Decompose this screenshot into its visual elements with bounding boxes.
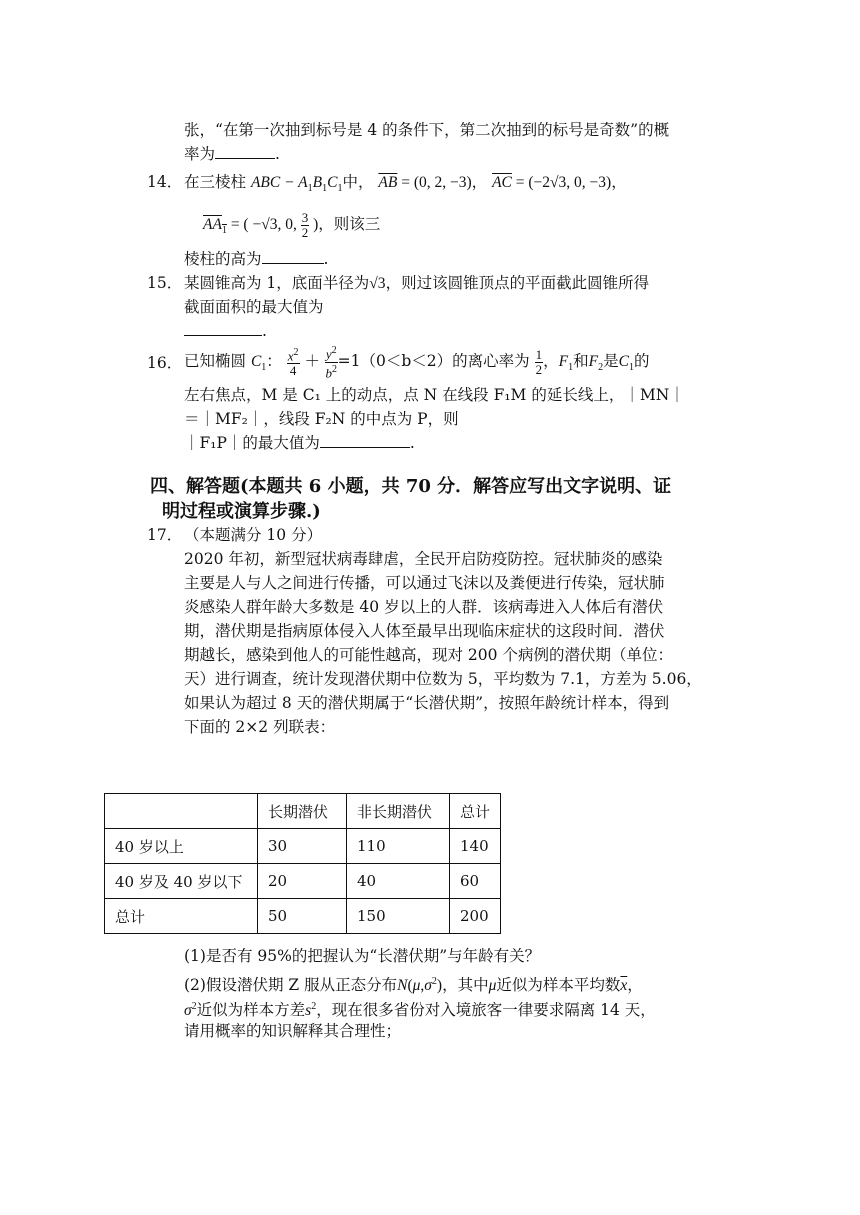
table-row	[105, 864, 501, 899]
section-heading-2: 明过程或演算步骤.)	[162, 501, 321, 522]
y2-over-b2: $\frac{y^2}{b^2}$	[325, 345, 338, 380]
q15-line-3: .	[184, 320, 267, 342]
q15-text-2: ，则过该圆锥顶点的平面截此圆锥所得	[385, 274, 650, 292]
q16-text-b: （0＜b＜2）的离心率为	[360, 352, 530, 370]
q17-sub2-text-c: 近似为样本平均数	[496, 976, 621, 995]
normal-distribution: $N(\mu,\sigma^2)$	[397, 976, 443, 995]
q14-text-3: ，则该三	[318, 215, 381, 233]
sigma-squared: $\sigma^2$	[184, 1001, 197, 1020]
q14-line-2	[203, 209, 380, 246]
table-cell: 40	[347, 864, 450, 899]
q17-para-7: 如果认为超过 8 天的潜伏期属于“长潜伏期”，按照年龄统计样本，得到	[184, 694, 670, 712]
answer-blank	[215, 144, 275, 159]
q17-sub3-text-a: 近似为样本方差	[196, 1001, 306, 1020]
table-header-cell: 总计	[450, 794, 501, 829]
table-cell: 40 岁以上	[105, 829, 258, 864]
q15-line-1	[184, 272, 649, 295]
table-cell: 200	[450, 899, 501, 934]
table-cell: 20	[258, 864, 347, 899]
q14-line-1	[184, 171, 627, 200]
contingency-table	[104, 793, 501, 934]
table-cell: 50	[258, 899, 347, 934]
table-row	[105, 899, 501, 934]
table-cell: 110	[347, 829, 450, 864]
table-header-row	[105, 794, 501, 829]
x2-over-4: $\frac{x^2}{4}$	[287, 346, 299, 379]
q17-para-6: 天）进行调查，统计发现潜伏期中位数为 5，平均数为 7.1，方差为 5.06，	[184, 670, 702, 688]
answer-blank	[184, 321, 262, 336]
q16-number: 16．	[147, 354, 183, 372]
table-cell: 40 岁及 40 岁以下	[105, 864, 258, 899]
q17-para-4: 期，潜伏期是指病原体侵入人体至最早出现临床症状的这段时间．潜伏	[184, 622, 665, 640]
q17-sub2-text-a: (2)假设潜伏期 Z 服从正态分布	[184, 976, 398, 995]
q15-text-1: 某圆锥高为 1，底面半径为	[184, 274, 370, 292]
q17-sub-2: (2)假设潜伏期 Z 服从正态分布$N(\mu,\sigma^2)$，其中μ近似为样本平均数$\overline{x}$，	[184, 976, 643, 995]
q16-text-d: 是	[603, 352, 619, 370]
q16-text-l4: ｜F₁P｜的最大值为	[184, 434, 320, 452]
ellipse-name: $C_1$	[250, 353, 267, 374]
q15-number: 15．	[147, 274, 183, 292]
table-cell: 140	[450, 829, 501, 864]
q14-text-4: 棱柱的高为	[184, 250, 262, 268]
q14-vector-aa1: $AA_1$ = ( −√3, 0, $\frac{3}{2}$ )	[203, 209, 319, 240]
q14-vector-ac: $\overline{AC} = (-2√3$, 0, −3)，	[492, 174, 627, 191]
q17-sub-3	[184, 996, 656, 1022]
table-header-cell	[105, 794, 258, 829]
section-heading: 四、解答题(本题共 6 小题，共 70 分．解答应写出文字说明、证	[150, 476, 672, 497]
q16-line-3: ＝｜MF₂｜，线段 F₂N 的中点为 P，则	[184, 410, 459, 428]
q17-para-8: 下面的 2×2 列联表：	[184, 718, 336, 736]
table-cell: 总计	[105, 899, 258, 934]
q17-para-1: 2020 年初，新型冠状病毒肆虐，全民开启防疫防控。冠状肺炎的感染	[184, 550, 663, 568]
q16-line-2: 左右焦点，M 是 C₁ 上的动点，点 N 在线段 F₁M 的延长线上，｜MN｜	[184, 386, 685, 404]
q14-line-3: 棱柱的高为 .	[184, 250, 329, 268]
q14-number: 14．	[147, 173, 183, 191]
q17-para-5: 期越长，感染到他人的可能性越高，现对 200 个病例的潜伏期（单位：	[184, 646, 673, 664]
table-header-cell: 长期潜伏	[258, 794, 347, 829]
table-header-cell: 非长期潜伏	[347, 794, 450, 829]
answer-blank	[320, 433, 410, 448]
q17-sub2-text-b: ，其中	[442, 976, 489, 995]
table-cell: 60	[450, 864, 501, 899]
q17-score: （本题满分 10 分）	[184, 526, 323, 544]
q16-text-e: 的	[633, 352, 650, 370]
x-bar: $\overline{x}$	[620, 977, 628, 995]
q13-text: 率为	[184, 145, 216, 163]
sqrt3: √3	[369, 275, 386, 292]
q17-para-3: 炎感染人群年龄大多数是 40 岁以上的人群．该病毒进入人体后有潜伏	[184, 598, 664, 616]
one-half: $\frac{1}{2}$	[535, 346, 543, 377]
q16-line-4: ｜F₁P｜的最大值为 .	[184, 434, 415, 452]
q17-sub-1: (1)是否有 95%的把握认为“长潜伏期”与年龄有关？	[184, 947, 541, 965]
q13-line-2: 率为 .	[184, 145, 280, 163]
table-cell: 30	[258, 829, 347, 864]
table-row	[105, 829, 501, 864]
mu-symbol: μ	[488, 977, 497, 995]
q17-number: 17．	[147, 526, 183, 544]
q16-text-c: 和	[573, 352, 589, 370]
q13-line-1: 张，“在第一次抽到标号是 4 的条件下，第二次抽到的标号是奇数”的概	[184, 121, 670, 139]
table-cell: 150	[347, 899, 450, 934]
q14-prism-formula: ABC − $A_1B_1C_1$	[250, 174, 343, 195]
q14-text-1: 在三棱柱	[184, 173, 247, 191]
answer-blank	[262, 249, 324, 264]
q16-text-a: 已知椭圆	[184, 352, 247, 370]
q16-line-1: 已知椭圆 $C_1$： $\frac{x^2}{4}$ ＋ $\frac{y^2}{b^2}$ =1（0＜b＜2）的离心率为 $\frac{1}{2}$ ，$F_1$和$F_2$是$C_1$的	[184, 345, 650, 380]
q17-sub3-text-b: ，现在很多省份对入境旅客一律要求隔离 14 天，	[316, 1001, 656, 1020]
q17-para-2: 主要是人与人之间进行传播，可以通过飞沫以及粪便进行传染，冠状肺	[184, 574, 665, 592]
q15-line-2: 截面面积的最大值为	[184, 298, 324, 316]
q14-text-2: 中，	[342, 173, 374, 191]
q14-vector-ab: $\overline{AB} = (0$, 2, −3)，	[378, 174, 488, 191]
q17-sub-4: 请用概率的知识解释其合理性；	[184, 1022, 402, 1040]
s-squared: $s^2$	[305, 1001, 317, 1020]
